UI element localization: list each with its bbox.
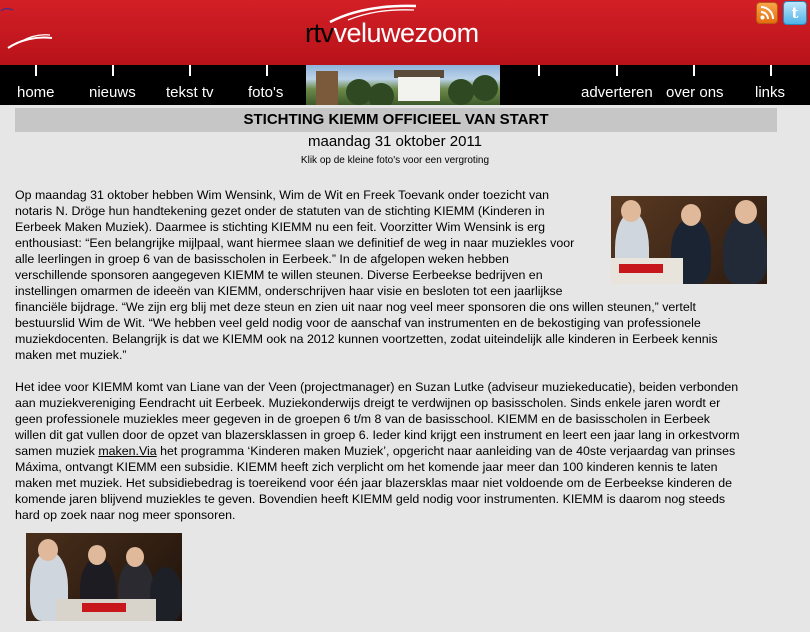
paragraph-line: bestuurslid Wim de Wit. “We hebben veel geld nodig voor de aanschaf van instrumenten en de bekostiging van professionele: [15, 316, 701, 330]
paragraph-line: alle leerlingen in groep 6 van de basisscholen in Eerbeek.” In de afgelopen weken hebben: [15, 252, 509, 266]
paragraph-line: aan muziekvereniging Eendracht uit Eerbeek. Muziekonderwijs dreigt te verdwijnen op basisscholen. Sinds enkele jaren wordt er: [15, 396, 721, 410]
nav-tekst-tv[interactable]: tekst tv: [166, 84, 214, 101]
maken-via-link[interactable]: maken.Via: [98, 444, 157, 458]
nav-over-ons[interactable]: over ons: [666, 84, 724, 101]
tree-shape: [448, 79, 474, 105]
next-paragraph-cutoff: [26, 622, 526, 632]
article-photo-1[interactable]: [611, 196, 767, 284]
article-paragraph-1: [15, 187, 718, 363]
paragraph-line: Máxima, ontvangt KIEMM een subsidie. KIEMM heeft zich verplicht om het komende jaar meer dan 100 kinderen kennis te laten: [15, 460, 718, 474]
article-title: STICHTING KIEMM OFFICIEEL VAN START: [15, 108, 777, 132]
site-logo[interactable]: [305, 18, 479, 49]
church-shape: [316, 71, 338, 105]
nav-fotos[interactable]: foto's: [248, 84, 284, 101]
paragraph-line-prefix: samen muziek: [15, 444, 99, 458]
rss-glyph-icon: [757, 3, 777, 23]
paragraph-line: maken met muziek. Het subsidiebedrag is toereikend voor één jaar blazersklas maar niet voldoende om de Eerbeekse kinderen de: [15, 476, 732, 490]
paragraph-line: geen professionele muziekles meer gegeven in de groepen 6 t/m 8 van de basisschool. KIEMM en de basisscholen in Eerbeek: [15, 412, 710, 426]
nav-home[interactable]: home: [17, 84, 55, 101]
paragraph-line: verschillende sponsoren aangegeven KIEMM te willen steunen. Diverse Eerbeekse bedrijven en: [15, 268, 543, 282]
corner-mark-icon: [0, 6, 14, 16]
paragraph-line: Op maandag 31 oktober hebben Wim Wensink, Wim de Wit en Freek Toevank onder toezicht van: [15, 188, 549, 202]
banner-shape: [619, 264, 663, 273]
article-date: maandag 31 oktober 2011: [307, 133, 483, 150]
logo-swoosh-left-icon: [6, 30, 54, 52]
site-header: [0, 0, 810, 65]
banner-shape: [82, 603, 126, 612]
main-nav: [0, 65, 810, 105]
twitter-glyph: t: [791, 4, 799, 22]
article-photo-2[interactable]: [26, 533, 182, 621]
paragraph-line: instellingen omarmen de ideeën van KIEMM, onderschrijven haar visie en besloten tot een jaarlijkse: [15, 284, 563, 298]
head-shape: [735, 200, 757, 224]
article-paragraph-2: [15, 379, 785, 523]
paragraph-line: muziekdocenten. Belangrijk is dat we KIEMM ook na 2012 kunnen voortzetten, zodat uiteindelijk alle kinderen in Eerbeek kennis: [15, 332, 718, 346]
nav-banner-photo: [306, 65, 500, 105]
nav-tick: [693, 65, 695, 76]
head-shape: [681, 204, 701, 226]
nav-tick: [189, 65, 191, 76]
paragraph-line: Het idee voor KIEMM komt van Liane van der Veen (projectmanager) en Suzan Lutke (adviseur muziekeducatie), beiden verbonden: [15, 380, 739, 394]
head-shape: [621, 200, 641, 222]
nav-tick: [770, 65, 772, 76]
tree-shape: [472, 75, 498, 101]
nav-tick: [266, 65, 268, 76]
paragraph-line: financiële bijdrage. “We zijn erg blij met deze steun en zien uit naar nog veel meer sponsoren die ons willen steunen,” vertelt: [15, 300, 696, 314]
tree-shape: [368, 83, 394, 105]
head-shape: [88, 545, 106, 565]
rss-icon[interactable]: [756, 2, 778, 24]
nav-adverteren[interactable]: adverteren: [581, 84, 653, 101]
paragraph-line: notaris N. Dröge hun handtekening gezet onder de statuten van de stichting KIEMM (Kinderen in: [15, 204, 545, 218]
paragraph-line: hard op zoek naar nog meer sponsoren.: [15, 508, 236, 522]
person-shape: [723, 216, 767, 284]
head-shape: [126, 547, 144, 567]
photo-hint: Klik op de kleine foto's voor een vergroting: [300, 155, 490, 166]
paragraph-line: Eerbeek Maken Muziek). Daarmee is stichting KIEMM nu een feit. Voorzitter Wim Wensink is erg: [15, 220, 546, 234]
paragraph-line: maken met muziek.”: [15, 348, 127, 362]
nav-tick: [112, 65, 114, 76]
paragraph-line: willen dit gat vullen door de opzet van blazersklassen in groep 6. Ieder kind krijgt een instrument en leert een jaar lang in orkestvorm: [15, 428, 740, 442]
logo-name: veluwezoom: [333, 18, 479, 48]
paragraph-line: komende jaren blijvend muziekles te geven. Bovendien heeft KIEMM geld nodig voor instrumenten. KIEMM is daarom nog steeds: [15, 492, 726, 506]
logo-prefix: rtv: [305, 18, 334, 48]
twitter-icon[interactable]: [783, 1, 807, 25]
nav-tick: [538, 65, 540, 76]
house-shape: [398, 77, 440, 101]
paragraph-line-suffix: het programma ‘Kinderen maken Muziek’, opgericht naar aanleiding van de 40ste verjaardag van prinses: [156, 444, 736, 458]
nav-links[interactable]: links: [755, 84, 786, 101]
nav-nieuws[interactable]: nieuws: [89, 84, 136, 101]
nav-tick: [35, 65, 37, 76]
paragraph-line: enthousiast: “Een belangrijke mijlpaal, want hiermee slaan we definitief de weg in naar muziekles voor: [15, 236, 575, 250]
nav-tick: [616, 65, 618, 76]
head-shape: [38, 539, 58, 561]
